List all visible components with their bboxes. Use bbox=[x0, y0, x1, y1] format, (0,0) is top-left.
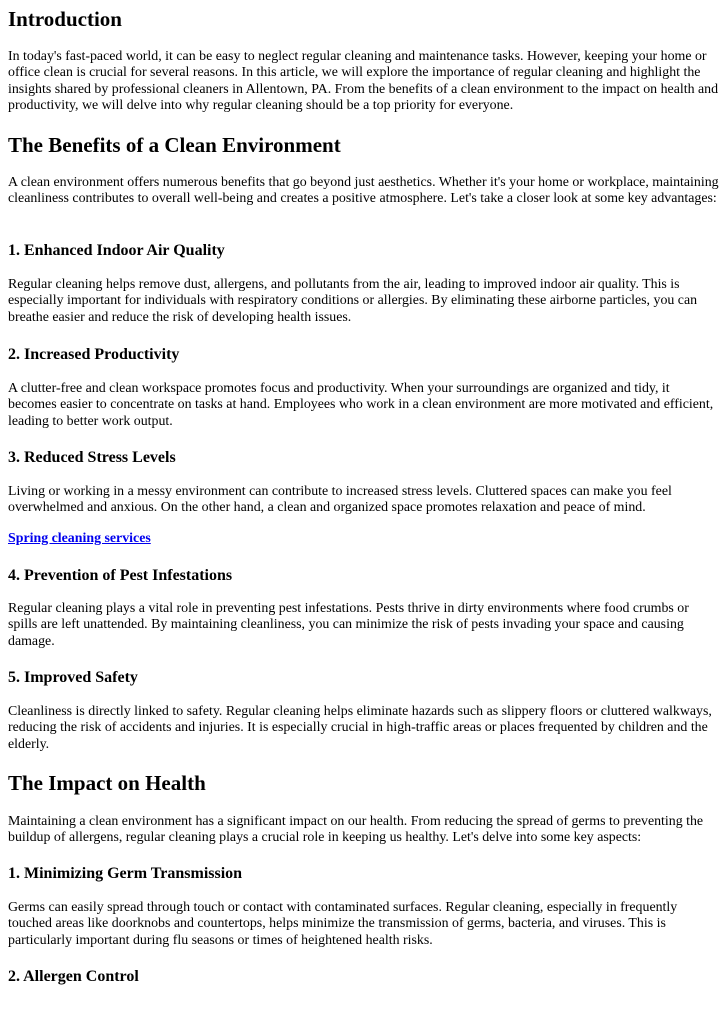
heading-benefits: The Benefits of a Clean Environment bbox=[8, 133, 341, 157]
subheading-allergens: 2. Allergen Control bbox=[8, 968, 139, 985]
paragraph-productivity: A clutter-free and clean workspace promotes focus and productivity. When your surroundings are organized and tidy, it becomes easier to concentrate on tasks at hand. Employees who work in a clean environment are more motivated and efficient, leading to better work output. bbox=[8, 381, 714, 429]
paragraph-stress: Living or working in a messy environment can contribute to increased stress levels. Cluttered spaces can make you feel overwhelmed and anxious. On the other hand, a clean and organized space promotes relaxation and peace of mind. bbox=[8, 484, 672, 516]
heading-introduction: Introduction bbox=[8, 7, 122, 31]
subheading-germs: 1. Minimizing Germ Transmission bbox=[8, 865, 243, 882]
subheading-stress: 3. Reduced Stress Levels bbox=[8, 449, 176, 466]
paragraph-germs: Germs can easily spread through touch or contact with contaminated surfaces. Regular cleaning, especially in frequently touched areas like doorknobs and countertops, helps minimize the transmission of germs, bacteria, and viruses. This is particularly important during flu seasons or times of heightened health risks. bbox=[8, 900, 678, 948]
spring-cleaning-link[interactable]: Spring cleaning services bbox=[8, 531, 151, 546]
subheading-air-quality: 1. Enhanced Indoor Air Quality bbox=[8, 242, 225, 259]
subheading-safety: 5. Improved Safety bbox=[8, 669, 138, 686]
paragraph-health: Maintaining a clean environment has a significant impact on our health. From reducing the spread of germs to preventing the buildup of allergens, regular cleaning plays a crucial role in keeping us healthy. Let's delve into some key aspects: bbox=[8, 814, 704, 846]
paragraph-pests: Regular cleaning plays a vital role in preventing pest infestations. Pests thrive in dirty environments where food crumbs or spills are left unattended. By maintaining cleanliness, you can minimize the risk of pests invading your space and causing damage. bbox=[8, 601, 689, 649]
subheading-productivity: 2. Increased Productivity bbox=[8, 346, 180, 363]
paragraph-introduction: In today's fast-paced world, it can be easy to neglect regular cleaning and maintenance tasks. However, keeping your home or office clean is crucial for several reasons. In this article, we will explore the importance of regular cleaning and highlight the insights shared by professional cleaners in Allentown, PA. From the benefits of a clean environment to the impact on health and productivity, we will delve into why regular cleaning should be a top priority for everyone. bbox=[8, 49, 719, 114]
link-paragraph bbox=[8, 531, 720, 547]
heading-health: The Impact on Health bbox=[8, 771, 206, 795]
paragraph-air-quality: Regular cleaning helps remove dust, allergens, and pollutants from the air, leading to improved indoor air quality. This is especially important for individuals with respiratory conditions or allergies. By eliminating these airborne particles, you can breathe easier and reduce the risk of developing health issues. bbox=[8, 277, 698, 325]
paragraph-benefits: A clean environment offers numerous benefits that go beyond just aesthetics. Whether it's your home or workplace, maintaining cleanliness contributes to overall well-being and creates a positive atmosphere. Let's take a closer look at some key advantages: bbox=[8, 175, 719, 207]
subheading-pests: 4. Prevention of Pest Infestations bbox=[8, 567, 233, 584]
paragraph-safety: Cleanliness is directly linked to safety. Regular cleaning helps eliminate hazards such as slippery floors or cluttered walkways, reducing the risk of accidents and injuries. It is especially crucial in high-traffic areas or places frequented by children and the elderly. bbox=[8, 704, 712, 752]
